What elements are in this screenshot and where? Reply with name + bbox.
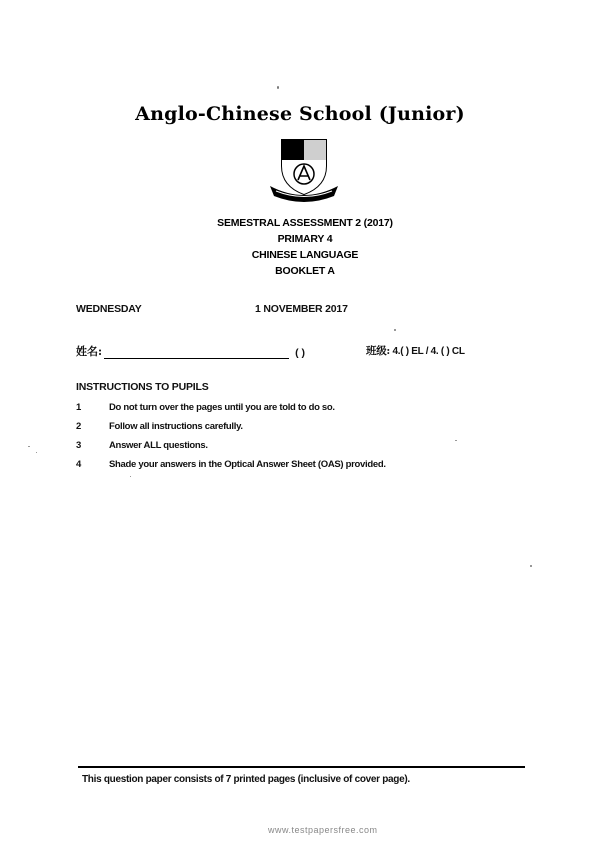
name-label: 姓名:: [76, 345, 103, 358]
instruction-number: 2: [76, 421, 81, 432]
instruction-number: 3: [76, 440, 81, 451]
scan-speck: [394, 329, 396, 331]
class-options[interactable]: 4.( ) EL / 4. ( ) CL: [392, 346, 465, 357]
school-crest-logo: [268, 136, 340, 204]
watermark-text: www.testpapersfree.com: [268, 825, 378, 835]
assessment-title: SEMESTRAL ASSESSMENT 2 (2017): [217, 217, 393, 229]
school-name: Anglo-Chinese School (Junior): [135, 103, 465, 125]
instruction-text: Do not turn over the pages until you are told to do so.: [109, 402, 335, 413]
level-title: PRIMARY 4: [277, 233, 333, 245]
instruction-item: [76, 398, 536, 417]
exam-title-block: [0, 215, 600, 279]
scan-speck: [36, 452, 37, 453]
scan-speck: [455, 440, 457, 441]
footer-divider: [78, 766, 525, 768]
exam-date: 1 NOVEMBER 2017: [255, 303, 348, 315]
instruction-number: 1: [76, 402, 81, 413]
instruction-item: [76, 436, 536, 455]
instructions-list: [76, 398, 536, 474]
instruction-number: 4: [76, 459, 81, 470]
page-count-note: This question paper consists of 7 printed pages (inclusive of cover page).: [82, 774, 410, 785]
student-name-row: [76, 343, 305, 359]
scan-speck: [28, 446, 30, 447]
instructions-heading: INSTRUCTIONS TO PUPILS: [76, 381, 209, 393]
instruction-text: Follow all instructions carefully.: [109, 421, 243, 432]
subject-title: CHINESE LANGUAGE: [251, 249, 359, 261]
name-blank-line[interactable]: [104, 347, 289, 359]
instruction-text: Answer ALL questions.: [109, 440, 208, 451]
instruction-text: Shade your answers in the Optical Answer Sheet (OAS) provided.: [109, 459, 386, 470]
booklet-title: BOOKLET A: [275, 265, 335, 277]
class-row: [366, 343, 465, 358]
scan-speck: [530, 565, 532, 567]
instruction-item: [76, 417, 536, 436]
scan-speck: [277, 86, 279, 89]
scan-speck: [130, 476, 131, 477]
class-label: 班级:: [366, 345, 390, 357]
exam-day: WEDNESDAY: [76, 303, 142, 315]
crest-graphic: [268, 136, 340, 204]
register-number-blank[interactable]: ( ): [295, 347, 305, 359]
instruction-item: [76, 455, 536, 474]
